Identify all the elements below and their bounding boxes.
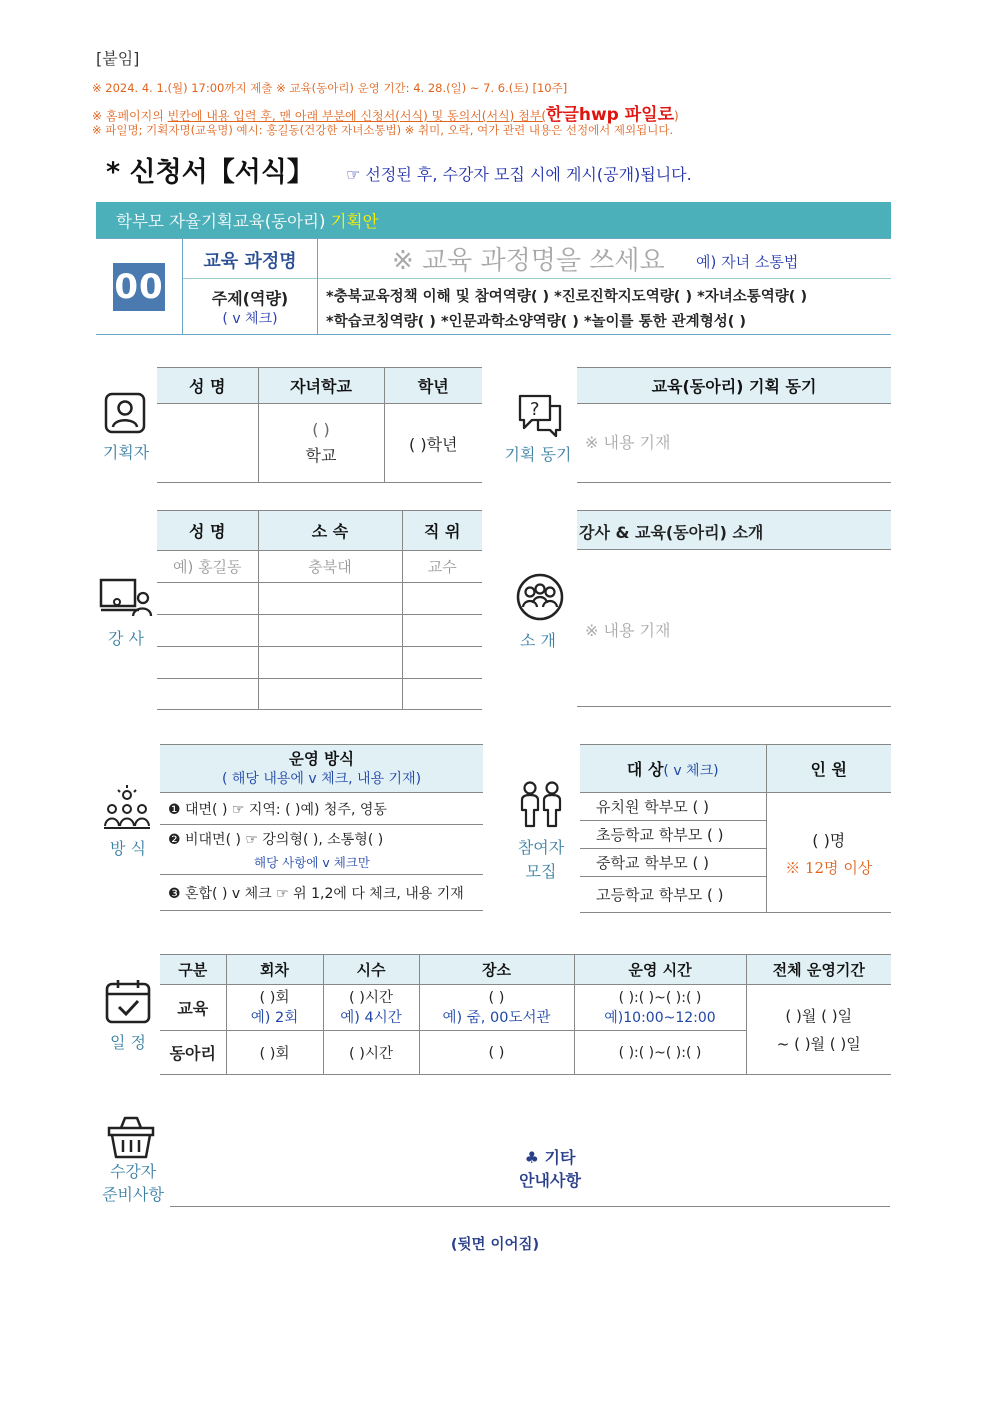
edu-place-cell[interactable] (419, 985, 574, 1031)
homepage-note-a: ※ 홈페이지의 (92, 109, 168, 123)
lecturer-position-cell[interactable] (402, 583, 482, 615)
form-title: * 신청서【서식】 (106, 157, 314, 188)
method-table (160, 744, 483, 911)
recruit-label-2: 모집 (525, 862, 557, 881)
lecturer-name-cell[interactable] (157, 615, 258, 647)
deadline-note (92, 80, 567, 96)
club-place-input[interactable]: ( ) (419, 1031, 574, 1075)
schedule-row-edu: 교육 (160, 985, 226, 1031)
method-option-hybrid[interactable]: ❸ 혼합( ) v 체크 ☞ 위 1,2에 다 체크, 내용 기재 (160, 875, 483, 911)
edu-sessions-cell[interactable] (226, 985, 323, 1031)
method-online-hint: 해당 사항에 v 체크만 (254, 854, 370, 870)
basket-icon (107, 1114, 155, 1164)
edu-time-input[interactable]: ( ):( )~( ):( ) (618, 989, 702, 1006)
schedule-header-hours: 시수 (323, 955, 419, 985)
lecturer-affiliation-cell[interactable] (258, 615, 402, 647)
filename-note: ※ 파일명; 기획자명(교육명) 예시: 홍길동(건강한 자녀소통법) ※ 취미, 오락, 여가 관련 내용은 선정에서 제외됩니다. (92, 123, 674, 137)
motive-input[interactable]: ※ 내용 기재 (577, 404, 891, 483)
motive-table (577, 367, 891, 483)
target-elementary[interactable]: 초등학교 학부모 ( ) (580, 821, 766, 849)
method-online-text: ❷ 비대면( ) ☞ 강의형( ), 소통형( ) (168, 831, 384, 848)
course-number-badge: 00 (113, 263, 165, 311)
lecturer-position-cell[interactable] (402, 647, 482, 679)
edu-hours-input[interactable]: ( )시간 (349, 989, 393, 1006)
recruit-label (505, 836, 577, 884)
count-header: 인 원 (766, 745, 891, 793)
target-table (580, 744, 891, 913)
plan-bar-highlight: 기획안 (330, 212, 379, 231)
method-header-sub: ( 해당 내용에 v 체크, 내용 기재) (221, 770, 422, 787)
schedule-header-period: 전체 운영기간 (746, 955, 891, 985)
edu-sessions-example: 예) 2회 (250, 1009, 299, 1026)
subject-options-row1[interactable]: *충북교육정책 이해 및 참여역량( ) *진로진학지도역량( ) *자녀소통역량( ) (326, 289, 808, 305)
target-middle[interactable]: 중학교 학부모 ( ) (580, 849, 766, 877)
club-sessions-input[interactable]: ( )회 (226, 1031, 323, 1075)
intro-divider (577, 706, 891, 707)
edu-place-example: 예) 줌, 00도서관 (442, 1009, 551, 1026)
prep-label-1: 수강자 (109, 1162, 157, 1181)
prep-label-2: 준비사항 (102, 1185, 164, 1204)
target-header-check: ( v 체크) (663, 763, 719, 779)
schedule-table (160, 954, 891, 1075)
schedule-header-sessions: 회차 (226, 955, 323, 985)
group-people-icon (515, 573, 565, 625)
edu-sessions-input[interactable]: ( )회 (259, 989, 290, 1006)
edu-hours-cell[interactable] (323, 985, 419, 1031)
period-start-input[interactable]: ( )월 ( )일 (785, 1006, 853, 1025)
edu-place-input[interactable]: ( ) (488, 989, 505, 1006)
period-end-input[interactable]: ~ ( )월 ( )일 (776, 1034, 861, 1053)
club-time-input[interactable]: ( ):( )~( ):( ) (574, 1031, 746, 1075)
intro-label: 소 개 (520, 631, 556, 650)
school-paren: ( ) (312, 420, 330, 439)
lecturer-header-position: 직 위 (402, 511, 482, 551)
calendar-check-icon (104, 978, 152, 1028)
lecturer-example-affiliation[interactable]: 충북대 (258, 551, 402, 583)
subject-options-row2[interactable]: *학습코칭역량( ) *인문과학소양역량( ) *놀이를 통한 관계형성( ) (326, 314, 747, 330)
method-option-face-to-face[interactable]: ❶ 대면( ) ☞ 지역: ( )예) 청주, 영동 (160, 793, 483, 825)
schedule-header-place: 장소 (419, 955, 574, 985)
schedule-header-type: 구분 (160, 955, 226, 985)
course-name-input[interactable]: ※ 교육 과정명을 쓰세요 (392, 246, 665, 276)
schedule-label: 일 정 (110, 1033, 146, 1052)
target-header (580, 745, 766, 793)
idea-group-icon (104, 784, 150, 834)
schedule-row-club: 동아리 (160, 1031, 226, 1075)
planner-label: 기획자 (102, 443, 150, 462)
etc-info-title: ♣ 기타 (524, 1148, 576, 1167)
course-name-example: 예) 자녀 소통법 (696, 253, 799, 271)
svg-text:?: ? (530, 399, 540, 420)
lecturer-board-icon (99, 578, 153, 622)
method-option-online[interactable] (160, 825, 483, 875)
question-bubble-icon (516, 392, 564, 442)
method-header (160, 745, 483, 793)
planner-school-input[interactable] (258, 404, 384, 483)
attachment-label: [붙임] (96, 49, 140, 68)
table-row (157, 679, 482, 710)
method-header-title: 운영 방식 (288, 749, 355, 768)
target-kindergarten[interactable]: 유치원 학부모 ( ) (580, 793, 766, 821)
lecturer-affiliation-cell[interactable] (258, 679, 402, 710)
subject-label: 주제(역량) (211, 289, 289, 308)
intro-input[interactable]: ※ 내용 기재 (585, 621, 671, 640)
etc-info-sub: 안내사항 (519, 1171, 581, 1190)
continued-note: (뒷면 이어짐) (450, 1237, 540, 1253)
form-subtitle: ☞ 선정된 후, 수강자 모집 시에 게시(공개)됩니다. (346, 165, 692, 184)
recruit-label-1: 참여자 (517, 838, 565, 857)
planner-header-school: 자녀학교 (258, 368, 384, 404)
lecturer-example-name[interactable]: 예) 홍길동 (157, 551, 258, 583)
lecturer-header-affiliation: 소 속 (258, 511, 402, 551)
schedule-header-time: 운영 시간 (574, 955, 746, 985)
etc-info (480, 1146, 620, 1192)
planner-header-grade: 학년 (384, 368, 482, 404)
lecturer-name-cell[interactable] (157, 679, 258, 710)
intro-header: 강사 & 교육(동아리) 소개 (577, 510, 891, 550)
table-row (157, 551, 482, 583)
count-minimum: ※ 12명 이상 (785, 858, 873, 877)
table-row (157, 583, 482, 615)
lecturer-header-name: 성 명 (157, 511, 258, 551)
lecturer-table (157, 510, 482, 710)
homepage-note-b: 빈칸에 내용 입력 후, 맨 아래 부분에 신청서(서식) 및 동의서(서식) 첨부( (167, 109, 547, 123)
planner-header-name: 성 명 (157, 368, 258, 404)
lecturer-example-position[interactable]: 교수 (402, 551, 482, 583)
prep-label (92, 1160, 174, 1206)
course-name-label: 교육 과정명 (203, 251, 297, 272)
planner-name-input[interactable] (157, 404, 258, 483)
count-cell[interactable] (766, 793, 891, 913)
lecturer-position-cell[interactable] (402, 679, 482, 710)
plan-bar (96, 202, 891, 238)
planner-table (157, 367, 482, 483)
count-input[interactable]: ( )명 (812, 830, 846, 850)
lecturer-name-cell[interactable] (157, 583, 258, 615)
table-row (157, 615, 482, 647)
school-suffix: 학교 (305, 446, 337, 465)
lecturer-position-cell[interactable] (402, 615, 482, 647)
hwp-file-text: 한글hwp 파일로 (546, 105, 675, 125)
lecturer-label: 강 사 (108, 629, 144, 648)
club-hours-input[interactable]: ( )시간 (323, 1031, 419, 1075)
subject-check-hint: ( v 체크) (222, 311, 278, 327)
person-icon (104, 392, 146, 438)
edu-time-example: 예)10:00~12:00 (604, 1009, 716, 1026)
prep-divider (170, 1206, 890, 1207)
motive-header: 교육(동아리) 기획 동기 (577, 368, 891, 404)
motive-label: 기획 동기 (504, 445, 572, 464)
period-cell[interactable] (746, 985, 891, 1075)
two-people-icon (518, 780, 564, 832)
edu-hours-example: 예) 4시간 (340, 1009, 402, 1026)
homepage-note-d: ) (674, 109, 679, 123)
period-text: ※ 교육(동아리) 운영 기간: 4. 28.(일) ~ 7. 6.(토) [10주] (276, 81, 568, 95)
lecturer-name-cell[interactable] (157, 647, 258, 679)
target-high[interactable]: 고등학교 학부모 ( ) (580, 877, 766, 913)
method-label: 방 식 (110, 839, 146, 858)
lecturer-affiliation-cell[interactable] (258, 647, 402, 679)
planner-grade-input[interactable]: ( )학년 (384, 404, 482, 483)
table-row (157, 647, 482, 679)
edu-time-cell[interactable] (574, 985, 746, 1031)
deadline-text: ※ 2024. 4. 1.(월) 17:00까지 제출 (92, 81, 277, 95)
lecturer-affiliation-cell[interactable] (258, 583, 402, 615)
target-header-title: 대 상 (626, 760, 664, 779)
plan-bar-title: 학부모 자율기획교육(동아리) (116, 212, 331, 231)
